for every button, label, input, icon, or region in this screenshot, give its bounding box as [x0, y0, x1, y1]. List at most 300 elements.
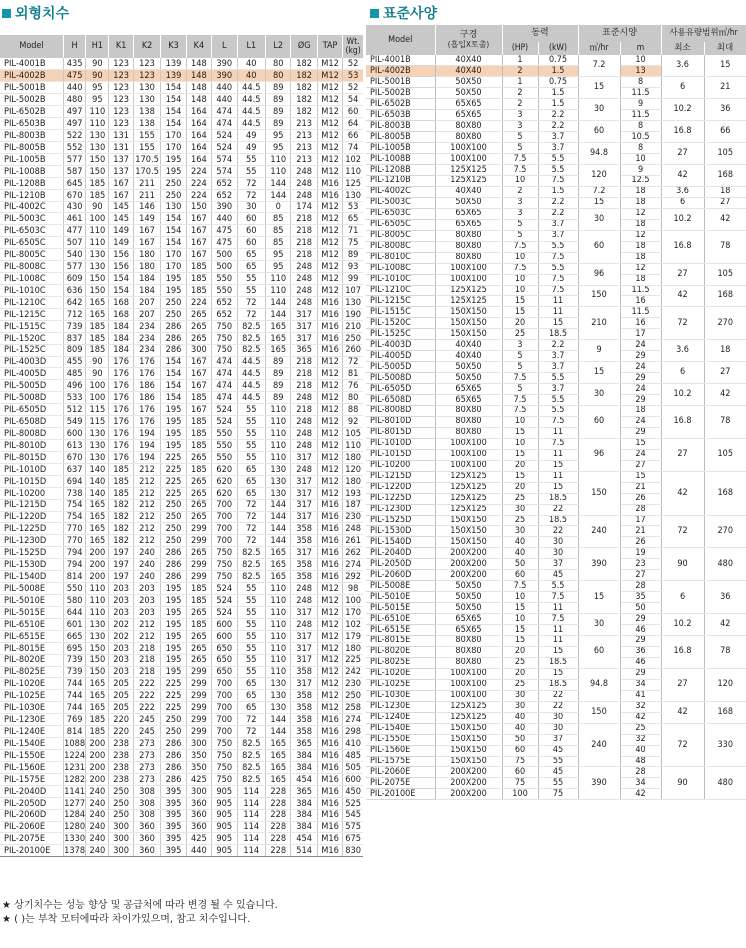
dims-row: [0, 618, 363, 630]
spec-kw-cell: 0.75: [538, 77, 578, 88]
spec-head-cell: 12: [620, 263, 661, 274]
dims-value-cell: 358: [291, 535, 317, 547]
dims-model-cell: PIL-1015D: [0, 475, 63, 487]
dims-row: [0, 690, 363, 702]
dims-value-cell: 440: [186, 845, 211, 857]
dims-value-cell: 200: [86, 559, 109, 571]
dims-value-cell: 176: [109, 368, 133, 380]
dims-value-cell: 750: [212, 559, 237, 571]
spec-kw-cell: 5.5: [538, 406, 578, 417]
dims-value-cell: 154: [161, 368, 186, 380]
dims-value-cell: 213: [291, 153, 317, 165]
dims-row: [0, 416, 363, 428]
spec-kw-cell: 22: [538, 701, 578, 712]
spec-row: [366, 55, 746, 66]
dims-value-cell: 770: [63, 523, 85, 535]
spec-row: [366, 263, 746, 274]
spec-row: [366, 99, 746, 110]
spec-head-cell: 36: [620, 646, 661, 657]
dims-row: [0, 70, 363, 82]
dims-model-cell: PIL-2050D: [0, 797, 63, 809]
dims-value-cell: 700: [212, 511, 237, 523]
dims-value-cell: 425: [186, 773, 211, 785]
dims-value-cell: 130: [86, 261, 109, 273]
dims-value-cell: M12: [317, 666, 342, 678]
dims-value-cell: 358: [291, 702, 317, 714]
spec-head-cell: 32: [620, 734, 661, 745]
spec-size-cell: 100X100: [435, 679, 502, 690]
dims-value-cell: 224: [186, 165, 211, 177]
dims-value-cell: 194: [133, 440, 161, 452]
spec-kw-cell: 7.5: [538, 274, 578, 285]
spec-head-cell: 8: [620, 121, 661, 132]
spec-model-cell: PIL-1560E: [366, 745, 435, 756]
spec-hp-cell: 15: [502, 603, 538, 614]
spec-hp-cell: 25: [502, 679, 538, 690]
spec-max-cell: 21: [704, 77, 746, 99]
dims-value-cell: 200: [86, 761, 109, 773]
dims-value-cell: 212: [133, 535, 161, 547]
spec-head-cell: 46: [620, 657, 661, 668]
dims-value-cell: 167: [186, 368, 211, 380]
dims-value-cell: 358: [291, 666, 317, 678]
spec-hp-cell: 5: [502, 219, 538, 230]
spec-min-cell: 16.8: [661, 121, 704, 143]
dims-value-cell: 130: [343, 189, 363, 201]
dims-value-cell: 750: [212, 773, 237, 785]
spec-flow-cell: 7.2: [578, 186, 620, 197]
dims-row: [0, 380, 363, 392]
spec-row: [366, 208, 746, 219]
dims-value-cell: M12: [317, 70, 342, 82]
spec-hp-cell: 20: [502, 482, 538, 493]
spec-flow-cell: 30: [578, 99, 620, 121]
dims-value-cell: 225: [161, 451, 186, 463]
spec-model-cell: PIL-1215C: [366, 296, 435, 307]
spec-size-cell: 150X150: [435, 307, 502, 318]
dims-value-cell: 80: [266, 70, 291, 82]
spec-model-cell: PIL-6503B: [366, 110, 435, 121]
dims-value-cell: 89: [266, 118, 291, 130]
dims-model-cell: PIL-4005D: [0, 368, 63, 380]
dims-value-cell: M12: [317, 451, 342, 463]
dims-value-cell: 165: [86, 308, 109, 320]
dims-value-cell: 245: [133, 714, 161, 726]
spec-head-cell: 18: [620, 252, 661, 263]
spec-kw-cell: 45: [538, 570, 578, 581]
spec-kw-cell: 55: [538, 778, 578, 789]
dims-value-cell: 265: [186, 320, 211, 332]
dims-value-cell: 207: [133, 296, 161, 308]
spec-hp-cell: 1: [502, 55, 538, 66]
spec-max-cell: 15: [704, 55, 746, 77]
spec-hp-cell: 5: [502, 132, 538, 143]
spec-model-cell: PIL-1525C: [366, 329, 435, 340]
dims-model-cell: PIL-4001B: [0, 58, 63, 70]
dims-value-cell: 195: [161, 165, 186, 177]
dims-value-cell: 82.5: [237, 559, 266, 571]
dims-value-cell: M12: [317, 237, 342, 249]
dims-value-cell: 770: [63, 535, 85, 547]
spec-header-range: 사용유량범위㎥/hr: [661, 25, 746, 42]
dims-value-cell: 164: [186, 106, 211, 118]
dims-value-cell: 358: [291, 726, 317, 738]
dims-model-cell: PIL-8008D: [0, 428, 63, 440]
dims-value-cell: M16: [317, 571, 342, 583]
dims-value-cell: 55: [237, 666, 266, 678]
dims-value-cell: M16: [317, 296, 342, 308]
spec-min-cell: 90: [661, 767, 704, 800]
dims-value-cell: 440: [63, 82, 85, 94]
spec-kw-cell: 2.2: [538, 340, 578, 351]
dims-value-cell: 700: [212, 702, 237, 714]
dims-value-cell: 258: [343, 702, 363, 714]
spec-size-cell: 100X100: [435, 449, 502, 460]
spec-max-cell: 480: [704, 548, 746, 581]
dims-value-cell: 131: [109, 130, 133, 142]
dims-value-cell: 150: [86, 273, 109, 285]
dims-model-cell: PIL-1215D: [0, 499, 63, 511]
dims-value-cell: 1280: [64, 821, 86, 833]
spec-row: [366, 230, 746, 241]
dims-value-cell: M16: [317, 308, 342, 320]
dims-row: [0, 463, 363, 475]
dims-value-cell: 165: [266, 738, 291, 750]
spec-max-cell: 42: [704, 614, 746, 636]
dims-value-cell: 300: [109, 821, 133, 833]
dims-value-cell: M16: [317, 547, 342, 559]
dims-value-cell: 49: [237, 130, 266, 142]
spec-model-cell: PIL-1230E: [366, 701, 435, 712]
dims-value-cell: M16: [317, 845, 342, 857]
dims-value-cell: M12: [317, 213, 342, 225]
dims-value-cell: 182: [291, 82, 317, 94]
dims-row: [0, 141, 363, 153]
dims-value-cell: 650: [212, 654, 237, 666]
spec-model-cell: PIL-4001B: [366, 55, 435, 66]
dims-value-cell: 308: [133, 785, 161, 797]
dims-model-cell: PIL-1030E: [0, 702, 63, 714]
spec-kw-cell: 15: [538, 646, 578, 657]
dims-model-cell: PIL-8015E: [0, 642, 63, 654]
dims-model-cell: PIL-1225D: [0, 523, 63, 535]
dims-value-cell: 65: [237, 249, 266, 261]
dims-model-cell: PIL-8020E: [0, 654, 63, 666]
dims-value-cell: 110: [266, 594, 291, 606]
dims-model-cell: PIL-1010C: [0, 285, 63, 297]
dims-value-cell: M12: [317, 261, 342, 273]
dims-value-cell: M12: [317, 141, 342, 153]
spec-hp-cell: 25: [502, 493, 538, 504]
dims-value-cell: 144: [266, 511, 291, 523]
dims-value-cell: 102: [343, 153, 363, 165]
spec-head-cell: 23: [620, 559, 661, 570]
spec-kw-cell: 2.2: [538, 208, 578, 219]
spec-row: [366, 285, 746, 296]
spec-size-cell: 150X150: [435, 723, 502, 734]
dims-model-cell: PIL-2060D: [0, 809, 63, 821]
dims-value-cell: 299: [186, 726, 211, 738]
dims-value-cell: 182: [291, 94, 317, 106]
dims-value-cell: 212: [133, 618, 161, 630]
star-icon: ★: [2, 900, 11, 911]
spec-flow-cell: 15: [578, 197, 620, 208]
dims-value-cell: 474: [212, 356, 237, 368]
dims-value-cell: 195: [161, 666, 186, 678]
dims-row: [0, 261, 363, 273]
spec-head-cell: 24: [620, 340, 661, 351]
dims-value-cell: 54: [343, 94, 363, 106]
dims-model-cell: PIL-5005D: [0, 380, 63, 392]
spec-size-cell: 50X50: [435, 88, 502, 99]
dims-value-cell: M12: [317, 630, 342, 642]
dims-model-cell: PIL-1008C: [0, 273, 63, 285]
dims-value-cell: 110: [86, 106, 109, 118]
dims-value-cell: 739: [63, 666, 85, 678]
dims-value-cell: 549: [63, 416, 85, 428]
dims-value-cell: M12: [317, 392, 342, 404]
spec-hp-cell: 30: [502, 526, 538, 537]
dims-value-cell: 700: [212, 714, 237, 726]
dims-value-cell: 225: [161, 678, 186, 690]
dims-value-cell: 165: [86, 690, 109, 702]
dims-value-cell: 144: [266, 523, 291, 535]
dims-value-cell: 700: [212, 726, 237, 738]
dims-value-cell: 225: [161, 487, 186, 499]
dims-value-cell: 195: [161, 583, 186, 595]
spec-kw-cell: 5.5: [538, 581, 578, 592]
dims-value-cell: 167: [186, 404, 211, 416]
dims-value-cell: 700: [212, 535, 237, 547]
dims-value-cell: 182: [109, 499, 133, 511]
spec-hp-cell: 7.5: [502, 154, 538, 165]
dims-value-cell: 105: [343, 428, 363, 440]
spec-size-cell: 100X100: [435, 438, 502, 449]
dims-value-cell: 146: [133, 201, 161, 213]
dims-value-cell: 794: [63, 547, 85, 559]
dims-value-cell: 89: [266, 368, 291, 380]
dims-value-cell: 358: [291, 690, 317, 702]
dims-value-cell: 248: [291, 416, 317, 428]
dims-model-cell: PIL-1560E: [0, 761, 63, 773]
dims-value-cell: 176: [109, 451, 133, 463]
dims-value-cell: 185: [109, 487, 133, 499]
dims-header-cell: Wt. (kg): [343, 35, 363, 58]
dims-value-cell: 65: [237, 463, 266, 475]
spec-size-cell: 150X150: [435, 756, 502, 767]
spec-flow-cell: 60: [578, 406, 620, 439]
dims-value-cell: 574: [212, 153, 237, 165]
spec-model-cell: PIL-4002B: [366, 66, 435, 77]
spec-model-cell: PIL-8005C: [366, 230, 435, 241]
spec-size-cell: 65X65: [435, 110, 502, 121]
dims-value-cell: M12: [317, 702, 342, 714]
spec-size-cell: 150X150: [435, 745, 502, 756]
spec-model-cell: PIL-1025E: [366, 679, 435, 690]
dims-value-cell: 395: [161, 845, 186, 857]
dims-header-cell: K1: [109, 35, 133, 58]
spec-header-min: 최소: [661, 42, 704, 55]
dims-value-cell: 212: [133, 511, 161, 523]
dims-value-cell: 44.5: [237, 118, 266, 130]
dims-value-cell: 195: [161, 606, 186, 618]
spec-hp-cell: 25: [502, 657, 538, 668]
dims-value-cell: 228: [266, 845, 291, 857]
spec-kw-cell: 2.2: [538, 110, 578, 121]
spec-hp-cell: 5: [502, 143, 538, 154]
spec-header-hp: (HP): [502, 42, 538, 55]
dims-value-cell: 100: [343, 594, 363, 606]
dims-model-cell: PIL-1008B: [0, 165, 63, 177]
dims-value-cell: 154: [161, 94, 186, 106]
dims-row: [0, 761, 363, 773]
dims-value-cell: 74: [343, 141, 363, 153]
dims-value-cell: M12: [317, 475, 342, 487]
spec-hp-cell: 60: [502, 767, 538, 778]
dims-value-cell: 574: [212, 165, 237, 177]
spec-head-cell: 18: [620, 197, 661, 208]
dims-value-cell: 620: [212, 475, 237, 487]
dims-value-cell: 475: [212, 237, 237, 249]
dims-value-cell: 225: [161, 702, 186, 714]
dims-row: [0, 451, 363, 463]
dims-value-cell: 130: [86, 618, 109, 630]
dims-value-cell: 145: [109, 201, 133, 213]
dims-value-cell: 652: [212, 177, 237, 189]
dims-value-cell: M16: [317, 821, 342, 833]
spec-min-cell: 10.2: [661, 99, 704, 121]
spec-head-cell: 16: [620, 318, 661, 329]
spec-head-cell: 27: [620, 460, 661, 471]
spec-min-cell: 3.6: [661, 55, 704, 77]
dims-value-cell: 213: [291, 141, 317, 153]
dims-model-cell: PIL-6505D: [0, 404, 63, 416]
footnotes: [2, 899, 278, 927]
dims-value-cell: 222: [133, 702, 161, 714]
spec-model-cell: PIL-10200: [366, 460, 435, 471]
spec-head-cell: 8: [620, 77, 661, 88]
spec-max-cell: 168: [704, 471, 746, 515]
spec-model-cell: PIL-6505D: [366, 384, 435, 395]
dims-value-cell: 300: [109, 833, 133, 845]
spec-kw-cell: 11: [538, 296, 578, 307]
dims-model-cell: PIL-10200: [0, 487, 63, 499]
dims-value-cell: M12: [317, 165, 342, 177]
dims-value-cell: 317: [291, 499, 317, 511]
dims-value-cell: 131: [109, 141, 133, 153]
spec-flow-cell: 94.8: [578, 668, 620, 701]
spec-header-size-label: 구경: [459, 29, 478, 40]
dims-value-cell: 165: [86, 499, 109, 511]
spec-flow-cell: 240: [578, 723, 620, 767]
spec-head-cell: 18: [620, 186, 661, 197]
dims-value-cell: 454: [291, 833, 317, 845]
dims-value-cell: M12: [317, 82, 342, 94]
dims-row: [0, 642, 363, 654]
dims-value-cell: 474: [212, 368, 237, 380]
dims-value-cell: 240: [133, 571, 161, 583]
spec-row: [366, 701, 746, 712]
dims-value-cell: 620: [212, 487, 237, 499]
spec-size-cell: 100X100: [435, 263, 502, 274]
spec-kw-cell: 22: [538, 526, 578, 537]
dims-value-cell: 65: [237, 678, 266, 690]
spec-hp-cell: 7.5: [502, 263, 538, 274]
spec-head-cell: 24: [620, 384, 661, 395]
spec-model-cell: PIL-1215D: [366, 471, 435, 482]
spec-flow-cell: 60: [578, 121, 620, 143]
dims-value-cell: M16: [317, 523, 342, 535]
dims-value-cell: 90: [86, 58, 109, 70]
spec-kw-cell: 5.5: [538, 373, 578, 384]
dims-value-cell: 524: [212, 404, 237, 416]
spec-hp-cell: 75: [502, 756, 538, 767]
dims-value-cell: 144: [266, 308, 291, 320]
dims-value-cell: 0: [266, 201, 291, 213]
dims-row: [0, 821, 363, 833]
spec-min-cell: 16.8: [661, 636, 704, 669]
dims-value-cell: 248: [291, 594, 317, 606]
dims-value-cell: 454: [291, 773, 317, 785]
spec-max-cell: 168: [704, 165, 746, 187]
dims-value-cell: M16: [317, 738, 342, 750]
spec-size-cell: 150X150: [435, 329, 502, 340]
dims-value-cell: 750: [212, 320, 237, 332]
spec-size-cell: 150X150: [435, 537, 502, 548]
dims-value-cell: 480: [63, 94, 85, 106]
dims-header-cell: TAP: [317, 35, 342, 58]
dims-value-cell: 286: [161, 761, 186, 773]
dims-model-cell: PIL-1005B: [0, 153, 63, 165]
dims-value-cell: 139: [161, 70, 186, 82]
dims-model-cell: PIL-5015E: [0, 606, 63, 618]
spec-hp-cell: 3: [502, 197, 538, 208]
spec-model-cell: PIL-8008D: [366, 406, 435, 417]
spec-hp-cell: 2: [502, 66, 538, 77]
spec-kw-cell: 5.5: [538, 165, 578, 176]
spec-hp-cell: 40: [502, 537, 538, 548]
spec-kw-cell: 1.5: [538, 88, 578, 99]
dims-value-cell: 218: [291, 380, 317, 392]
spec-model-cell: PIL-1010D: [366, 438, 435, 449]
dims-value-cell: 225: [343, 654, 363, 666]
dims-value-cell: 130: [86, 428, 109, 440]
dims-model-cell: PIL-5008D: [0, 392, 63, 404]
dims-value-cell: 550: [63, 583, 85, 595]
dims-model-cell: PIL-5010E: [0, 594, 63, 606]
dims-value-cell: 814: [63, 726, 85, 738]
spec-kw-cell: 45: [538, 745, 578, 756]
dims-value-cell: 81: [343, 368, 363, 380]
dims-model-cell: PIL-1020E: [0, 678, 63, 690]
spec-head-cell: 42: [620, 789, 661, 800]
dims-value-cell: 496: [63, 380, 85, 392]
spec-min-cell: 6: [661, 197, 704, 208]
spec-model-cell: PIL-8010D: [366, 416, 435, 427]
dims-model-cell: PIL-1210B: [0, 189, 63, 201]
spec-kw-cell: 15: [538, 668, 578, 679]
dims-value-cell: 228: [266, 833, 291, 845]
dims-value-cell: M12: [317, 153, 342, 165]
dims-value-cell: 165: [86, 678, 109, 690]
dims-value-cell: 110: [266, 583, 291, 595]
dims-value-cell: M16: [317, 320, 342, 332]
dims-value-cell: 165: [266, 332, 291, 344]
dims-value-cell: 167: [133, 225, 161, 237]
dims-value-cell: 88: [343, 404, 363, 416]
dims-value-cell: 308: [133, 797, 161, 809]
spec-head-cell: 42: [620, 712, 661, 723]
